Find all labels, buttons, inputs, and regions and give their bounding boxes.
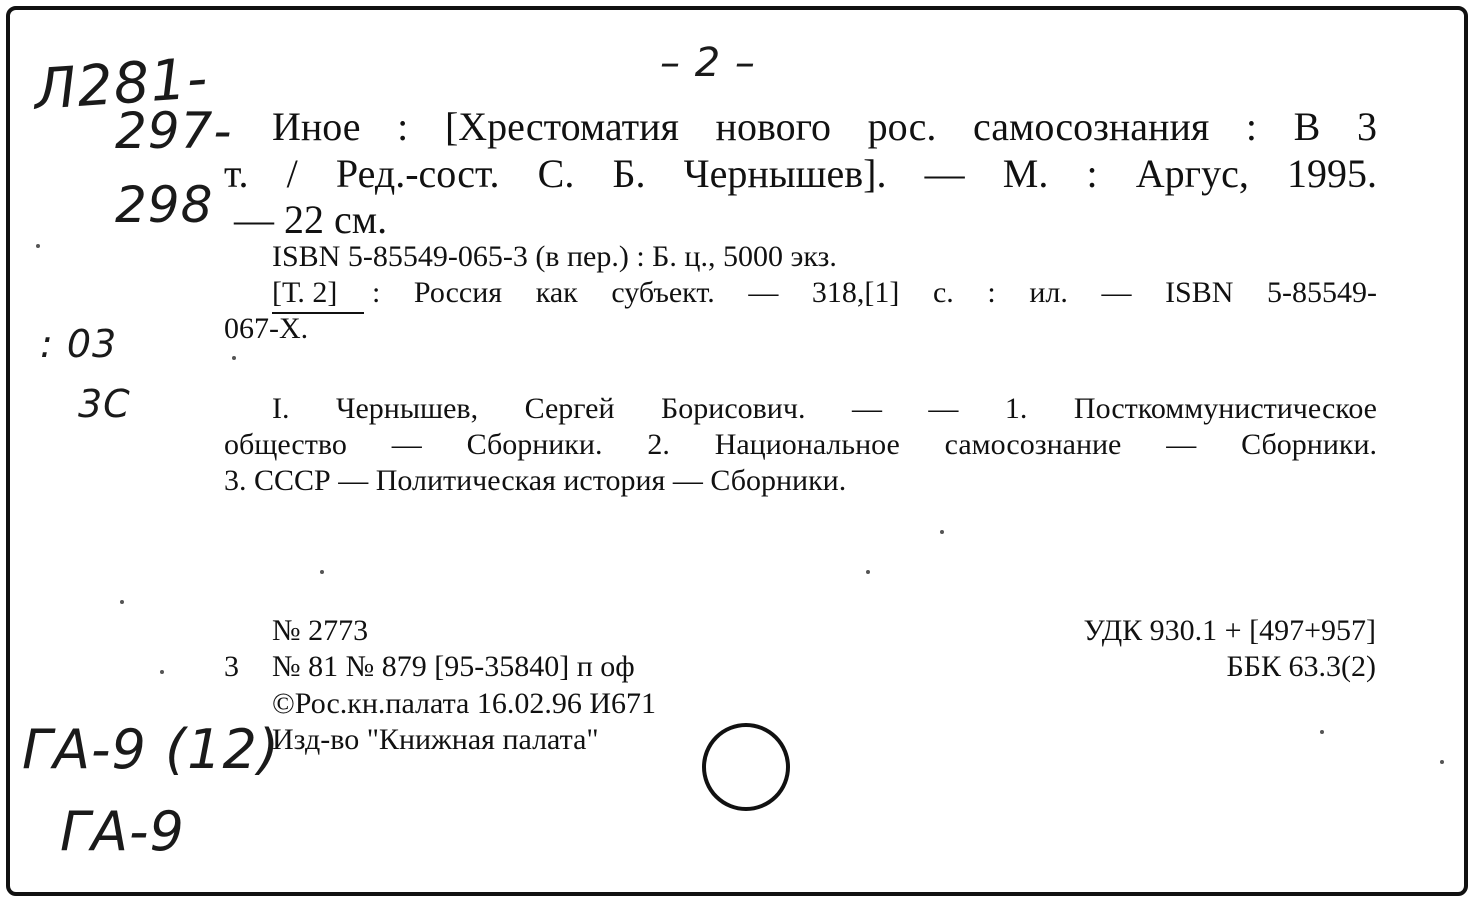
handwritten-bottom-1: ГА-9 (12) (22, 718, 280, 781)
copyright-line: ©Рос.кн.палата 16.02.96 И671 (272, 687, 657, 720)
footer-numbers: № 81 № 879 [95-35840] п оф (272, 650, 635, 683)
footer-prefix: 3 (224, 650, 239, 683)
subjects-line-2: общество — Сборники. 2. Национальное самосознание — Сборники. (224, 428, 1377, 461)
bbk-code: ББК 63.3(2) (1226, 650, 1376, 683)
subjects-line-1: I. Чернышев, Сергей Борисович. — — 1. Посткоммунистическое (272, 392, 1377, 425)
isbn-line: ISBN 5-85549-065-3 (в пер.) : Б. ц., 5000 экз. (272, 240, 837, 273)
scan-speck (1440, 760, 1444, 764)
circle-stamp (702, 723, 790, 811)
scan-speck (320, 570, 324, 574)
volume-label: [Т. 2] (272, 276, 338, 309)
scan-speck (940, 530, 944, 534)
scan-speck (160, 670, 164, 674)
title-line-2: т. / Ред.-сост. С. Б. Чернышев]. — М. : Аргус, 1995. (224, 151, 1377, 196)
title-line-1: Иное : [Хрестоматия нового рос. самосознания : В 3 (272, 104, 1377, 149)
handwritten-mark-03: : 03 (40, 322, 118, 366)
handwritten-297: 297- (115, 102, 233, 160)
handwritten-mark-3c: 3С (78, 382, 131, 426)
scan-speck (232, 356, 236, 360)
scan-speck (120, 600, 124, 604)
udk-code: УДК 930.1 + [497+957] (1083, 614, 1376, 647)
handwritten-bottom-2: ГА-9 (60, 800, 185, 863)
handwritten-298: 298 (115, 176, 214, 234)
card-number: № 2773 (272, 614, 369, 647)
volume-line: : Россия как субъект. — 318,[1] с. : ил. — ISBN 5-85549- (372, 276, 1377, 309)
scan-speck (866, 570, 870, 574)
subjects-line-3: 3. СССР — Политическая история — Сборники. (224, 464, 847, 497)
scan-speck (1320, 730, 1324, 734)
scan-speck (36, 244, 40, 248)
handwritten-shelfmark: Л281- (31, 46, 211, 123)
title-line-3: — 22 см. (234, 197, 388, 242)
volume-line-2: 067-Х. (224, 312, 309, 345)
handwritten-page-number: – 2 – (660, 40, 756, 86)
publisher-line: Изд-во "Книжная палата" (272, 723, 599, 756)
